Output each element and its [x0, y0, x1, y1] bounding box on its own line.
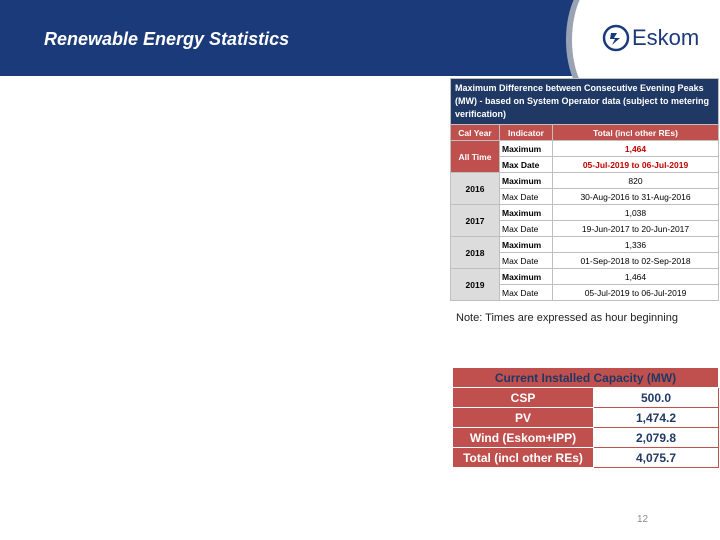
year-cell: 2018: [451, 237, 500, 269]
year-cell: 2019: [451, 269, 500, 301]
peaks-table: [450, 78, 719, 301]
eskom-logo: [602, 24, 699, 52]
capacity-value: 1,474.2: [594, 408, 719, 428]
capacity-value: 500.0: [594, 388, 719, 408]
indicator-cell: Max Date: [500, 253, 553, 269]
value-cell: 01-Sep-2018 to 02-Sep-2018: [553, 253, 719, 269]
indicator-cell: Maximum: [500, 237, 553, 253]
indicator-cell: Max Date: [500, 189, 553, 205]
capacity-label: Wind (Eskom+IPP): [453, 428, 594, 448]
page-title: Renewable Energy Statistics: [44, 29, 290, 49]
value-cell: 05-Jul-2019 to 06-Jul-2019: [553, 285, 719, 301]
value-cell: 1,464: [553, 141, 719, 157]
value-cell: 1,336: [553, 237, 719, 253]
peaks-table-caption: Maximum Difference between Consecutive Evening Peaks (MW) - based on System Operator data (subject to metering verification): [451, 79, 719, 125]
col-header-year: Cal Year: [451, 125, 500, 141]
col-header-total: Total (incl other REs): [553, 125, 719, 141]
capacity-value: 4,075.7: [594, 448, 719, 468]
note-text: Note: Times are expressed as hour beginning: [456, 312, 678, 324]
value-cell: 05-Jul-2019 to 06-Jul-2019: [553, 157, 719, 173]
value-cell: 19-Jun-2017 to 20-Jun-2017: [553, 221, 719, 237]
year-cell: All Time: [451, 141, 500, 173]
capacity-label: CSP: [453, 388, 594, 408]
value-cell: 820: [553, 173, 719, 189]
indicator-cell: Maximum: [500, 173, 553, 189]
capacity-value: 2,079.8: [594, 428, 719, 448]
value-cell: 30-Aug-2016 to 31-Aug-2016: [553, 189, 719, 205]
indicator-cell: Maximum: [500, 205, 553, 221]
indicator-cell: Maximum: [500, 269, 553, 285]
page-number: 12: [637, 514, 649, 525]
year-cell: 2017: [451, 205, 500, 237]
value-cell: 1,038: [553, 205, 719, 221]
indicator-cell: Max Date: [500, 157, 553, 173]
capacity-label: Total (incl other REs): [453, 448, 594, 468]
logo-text: Eskom: [632, 25, 700, 50]
eskom-logo-icon: [602, 24, 630, 52]
capacity-table-caption: Current Installed Capacity (MW): [453, 368, 719, 388]
indicator-cell: Max Date: [500, 221, 553, 237]
indicator-cell: Max Date: [500, 285, 553, 301]
capacity-label: PV: [453, 408, 594, 428]
capacity-table: [452, 367, 719, 468]
value-cell: 1,464: [553, 269, 719, 285]
col-header-indicator: Indicator: [500, 125, 553, 141]
indicator-cell: Maximum: [500, 141, 553, 157]
year-cell: 2016: [451, 173, 500, 205]
